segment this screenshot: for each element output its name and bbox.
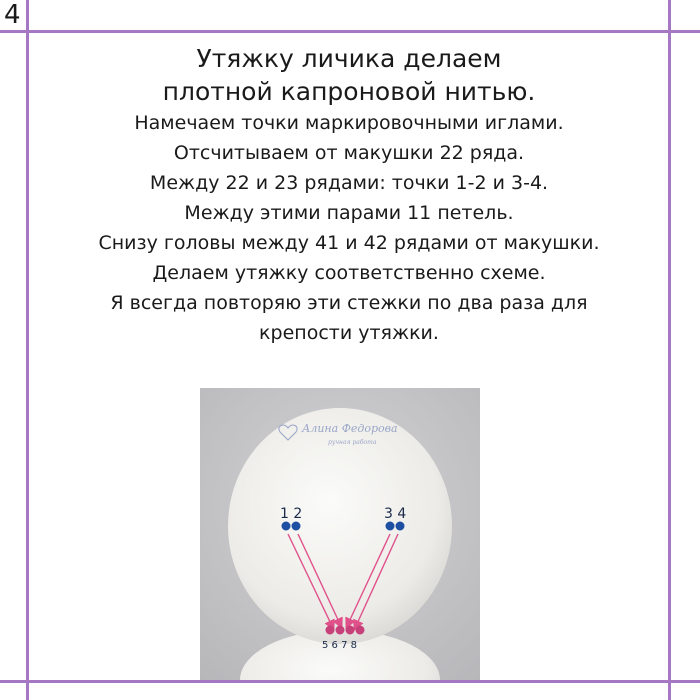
instruction-text bbox=[30, 42, 668, 348]
title-line-2: плотной капроновой нитью. bbox=[162, 77, 536, 106]
frame-line-left bbox=[26, 0, 29, 700]
body-line-4: Между этими парами 11 петель. bbox=[184, 202, 514, 224]
frame-line-top bbox=[0, 30, 700, 33]
doll-head-photo bbox=[200, 388, 480, 680]
page-number: 4 bbox=[4, 0, 21, 30]
frame-line-bottom bbox=[0, 680, 700, 683]
frame-line-right bbox=[668, 0, 671, 700]
body-line-7: Я всегда повторяю эти стежки по два раза для bbox=[110, 292, 588, 314]
title-line-1: Утяжку личика делаем bbox=[196, 44, 502, 73]
body-line-6: Делаем утяжку соответственно схеме. bbox=[152, 262, 546, 284]
watermark-subtitle: ручная работа bbox=[328, 439, 377, 446]
pin-label-bottom: 5 6 7 8 bbox=[322, 640, 357, 651]
pin-label-right: 3 4 bbox=[384, 506, 407, 522]
doll-head-illustration bbox=[200, 388, 480, 680]
body-line-8: крепости утяжки. bbox=[259, 322, 439, 344]
watermark-name: Алина Федорова bbox=[302, 422, 398, 435]
body-line-1: Намечаем точки маркировочными иглами. bbox=[134, 112, 564, 134]
body-line-3: Между 22 и 23 рядами: точки 1-2 и 3-4. bbox=[149, 172, 549, 194]
body-line-5: Снизу головы между 41 и 42 рядами от макушки. bbox=[98, 232, 600, 254]
body-line-2: Отсчитываем от макушки 22 ряда. bbox=[173, 142, 525, 164]
pin-label-left: 1 2 bbox=[280, 506, 303, 522]
